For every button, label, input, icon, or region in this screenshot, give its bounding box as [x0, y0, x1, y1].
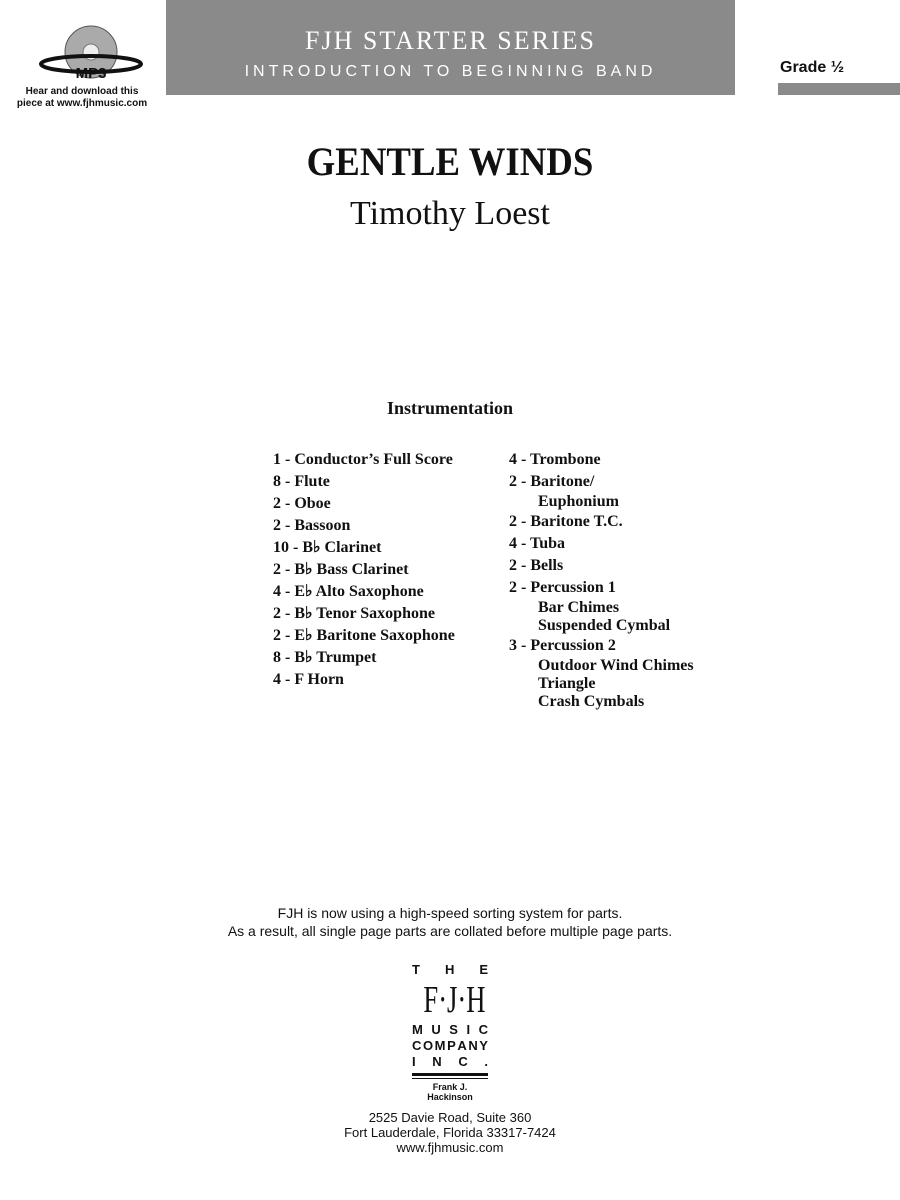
- instrument-item: 2 - Baritone T.C.: [509, 513, 623, 530]
- logo-letter: T: [412, 962, 420, 977]
- composer: Timothy Loest: [350, 195, 550, 232]
- logo-company: [412, 1038, 488, 1054]
- logo-inc: [412, 1054, 488, 1070]
- instrument-list-left: [273, 449, 455, 691]
- instrument-item: 3 - Percussion 2: [509, 637, 616, 654]
- logo-letter: Y: [479, 1038, 488, 1053]
- instrument-item: 2 - Oboe: [273, 495, 331, 512]
- series-title: FJH STARTER SERIES: [305, 26, 596, 55]
- logo-letter: C: [412, 1038, 422, 1053]
- instrument-item: 8 - Flute: [273, 473, 330, 490]
- website-link[interactable]: www.fjhmusic.com: [396, 1140, 504, 1155]
- series-banner: [166, 0, 735, 95]
- logo-letter: C: [478, 1022, 488, 1037]
- instrument-item: 4 - Tuba: [509, 535, 566, 552]
- note-line: FJH is now using a high-speed sorting system for parts.: [277, 905, 623, 921]
- logo-letter: P: [447, 1038, 456, 1053]
- instrument-subitem: Triangle: [538, 675, 596, 692]
- instrument-item: 2 - E♭ Baritone Saxophone: [273, 627, 455, 644]
- instrument-item: 1 - Conductor’s Full Score: [273, 451, 453, 468]
- instrument-item: 2 - Baritone/: [509, 473, 595, 490]
- logo-letter: H: [444, 962, 455, 977]
- logo-letter: O: [422, 1038, 434, 1053]
- instrument-item: 4 - Trombone: [509, 451, 601, 468]
- instrument-subitem: Euphonium: [538, 493, 619, 510]
- address-line: 2525 Davie Road, Suite 360: [368, 1110, 532, 1125]
- instrument-item: 2 - Percussion 1: [509, 579, 616, 596]
- note-line: As a result, all single page parts are collated before multiple page parts.: [227, 923, 673, 939]
- logo-letter: M: [434, 1038, 446, 1053]
- logo-letter: A: [457, 1038, 467, 1053]
- logo-rule: [412, 1073, 488, 1079]
- instrument-item: 4 - F Horn: [273, 671, 344, 688]
- instrument-item: 2 - Bassoon: [273, 517, 351, 534]
- logo-letter: C: [458, 1054, 468, 1069]
- logo-letter: .: [484, 1054, 488, 1069]
- instrument-subitem: Suspended Cymbal: [538, 617, 671, 634]
- logo-letter: N: [468, 1038, 478, 1053]
- mp3-caption-line: piece at www.fjhmusic.com: [16, 98, 148, 109]
- address-line: Fort Lauderdale, Florida 33317-7424: [344, 1125, 556, 1140]
- grade-label: Grade ½: [780, 59, 845, 76]
- instrument-item: 10 - B♭ Clarinet: [273, 539, 382, 556]
- instrument-subitem: Crash Cymbals: [538, 693, 645, 710]
- logo-letter: E: [479, 962, 488, 977]
- instrument-item: 2 - Bells: [509, 557, 564, 574]
- logo-music: [412, 1022, 488, 1038]
- publisher-address: [0, 1110, 900, 1155]
- logo-letter: I: [412, 1054, 416, 1069]
- fjh-logo: [412, 962, 488, 1102]
- piece-title: GENTLE WINDS: [306, 139, 594, 184]
- logo-letter: U: [431, 1022, 441, 1037]
- mp3-label: MP3: [75, 65, 107, 82]
- instrument-subitem: Outdoor Wind Chimes: [538, 657, 694, 674]
- logo-fjh: F·J·H: [423, 979, 486, 1021]
- logo-letter: N: [432, 1054, 442, 1069]
- instrument-item: 2 - B♭ Tenor Saxophone: [273, 605, 435, 622]
- instrument-list-right: [509, 449, 694, 715]
- mp3-caption-line: Hear and download this: [25, 86, 139, 97]
- logo-the: [412, 962, 488, 978]
- logo-letter: S: [449, 1022, 458, 1037]
- logo-letter: M: [412, 1022, 423, 1037]
- mp3-cd-icon: [36, 24, 146, 84]
- logo-founder: Frank J. Hackinson: [427, 1082, 473, 1102]
- logo-letter: I: [466, 1022, 471, 1037]
- grade-bar: [778, 83, 900, 95]
- instrument-item: 4 - E♭ Alto Saxophone: [273, 583, 424, 600]
- instrumentation-heading: Instrumentation: [386, 398, 513, 418]
- mp3-caption: [12, 86, 152, 110]
- instrument-item: 8 - B♭ Trumpet: [273, 649, 377, 666]
- sorting-note: [0, 904, 900, 940]
- instrument-item: 2 - B♭ Bass Clarinet: [273, 561, 409, 578]
- instrument-subitem: Bar Chimes: [538, 599, 620, 616]
- series-subtitle: INTRODUCTION TO BEGINNING BAND: [244, 63, 657, 80]
